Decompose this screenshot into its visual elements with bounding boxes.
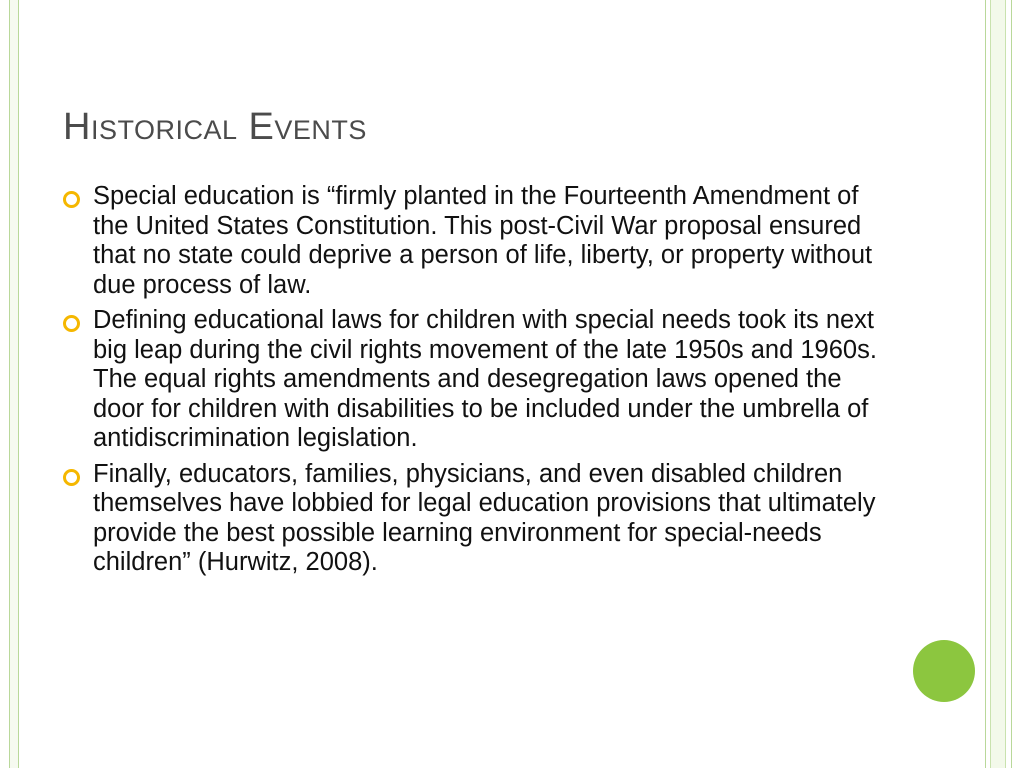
bullet-item: [63, 460, 893, 578]
slide-title: Historical Events: [63, 106, 367, 148]
green-dot-icon: [913, 640, 975, 702]
bullet-text: Finally, educators, families, physicians, and even disabled children themselves have lobbied for legal education provisions that ultimately provide the best possible learning environment for special-needs children” (Hurwitz, 2008).: [93, 459, 876, 576]
bullet-item: [63, 306, 893, 454]
ring-bullet-icon: [63, 315, 80, 332]
ring-bullet-icon: [63, 191, 80, 208]
bullet-text: Defining educational laws for children with special needs took its next big leap during the civil rights movement of the late 1950s and 1960s. The equal rights amendments and desegregation laws opened the door for children with disabilities to be included under the umbrella of antidiscrimination legislation.: [93, 306, 877, 452]
right-frame-stripe-inner: [990, 0, 1006, 768]
bullet-item: [63, 182, 893, 300]
bullet-list: [63, 182, 893, 584]
bullet-text: Special education is “firmly planted in the Fourteenth Amendment of the United States Constitution. This post-Civil War proposal ensured that no state could deprive a person of life, liberty, or property without due process of law.: [93, 182, 873, 299]
left-frame-stripe: [9, 0, 19, 768]
ring-bullet-icon: [63, 469, 80, 486]
